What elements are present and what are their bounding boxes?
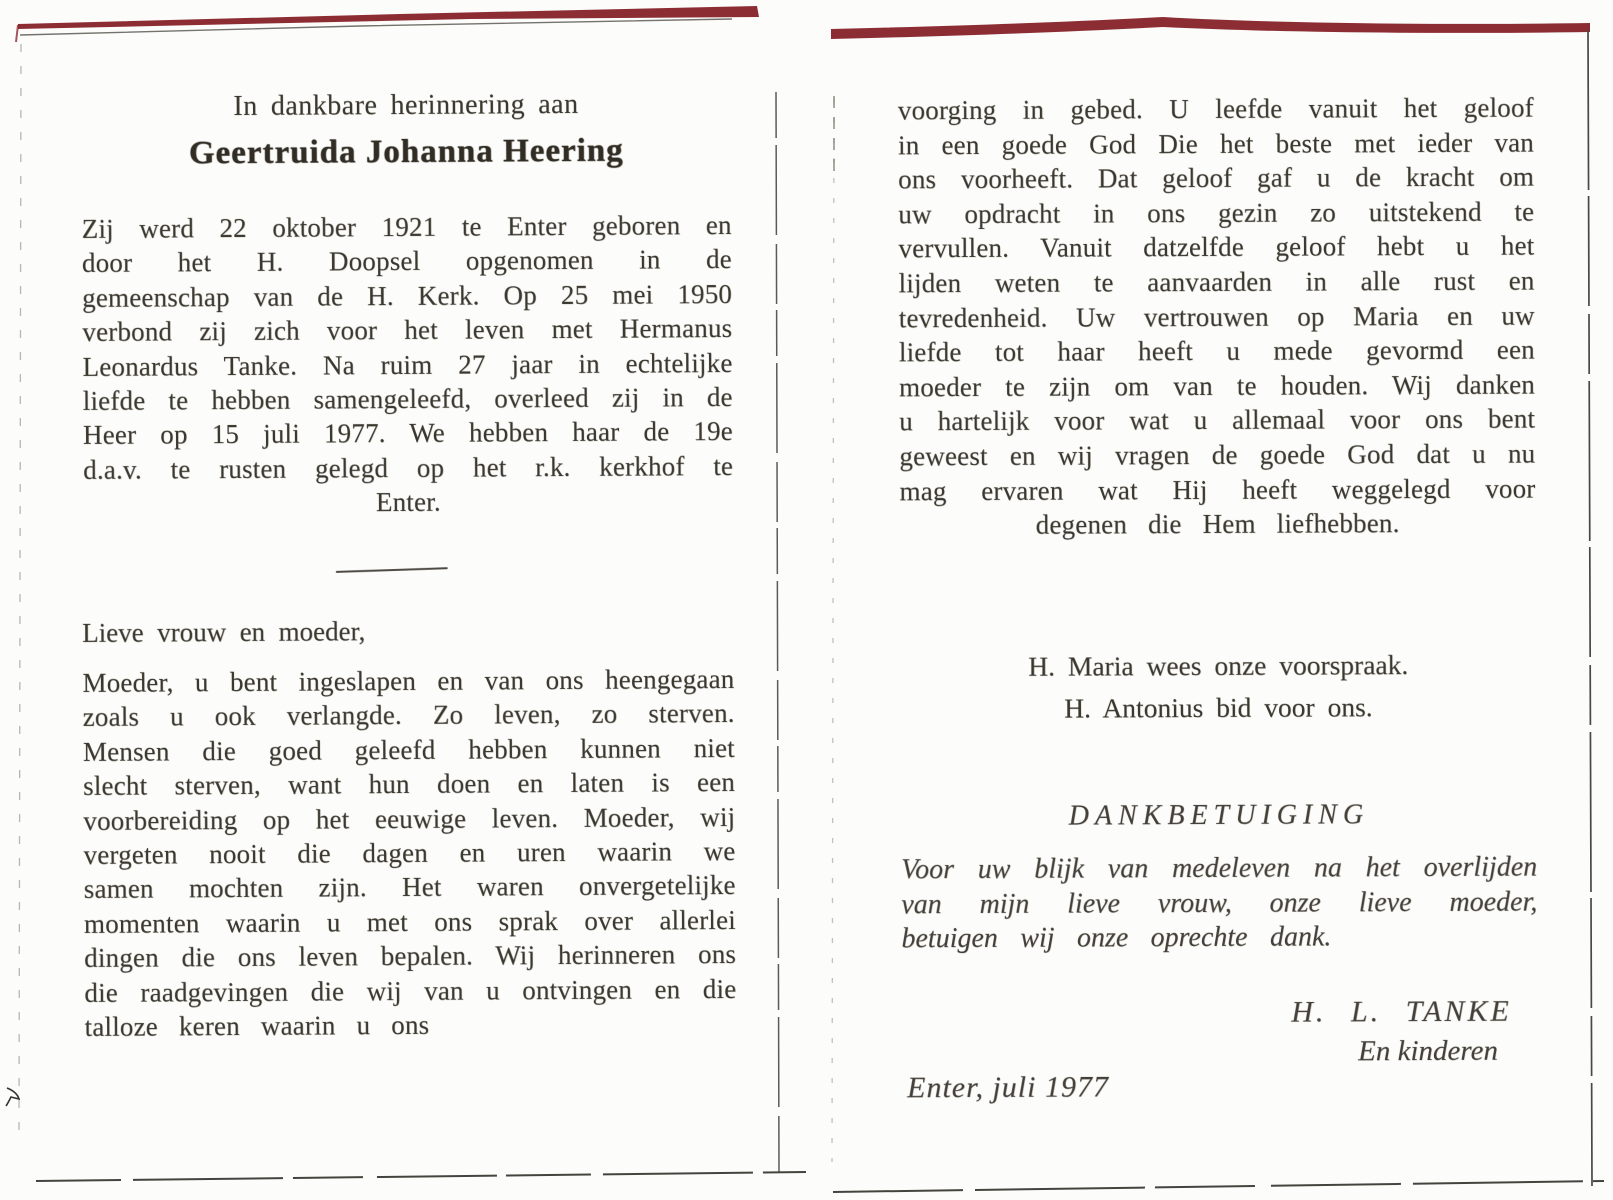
invocation-antonius: H. Antonius bid voor ons. (1064, 691, 1373, 724)
biography-paragraph: Zij werd 22 oktober 1921 te Enter geboren en door het H. Doopsel opgenomen in de gemeenschap van de H. Kerk. Op 25 mei 1950 verbond zij zich voor het leven met Hermanus Leonardus Tanke. Na ruim 27 jaar in echtelijke liefde te hebben samengeleefd, overleed zij in de Heer op 15 juli 1977. We hebben haar de 19e d.a.v. te rusten gelegd op het r.k. kerkhof te Enter. (81, 209, 734, 518)
invocation-maria: H. Maria wees onze voorspraak. (1028, 649, 1409, 682)
signature-children: En kinderen (1358, 1034, 1499, 1068)
memorial-header: In dankbare herinnering aan (233, 88, 579, 123)
continuation-paragraph: voorging in gebed. U leefde vanuit het geloof in een goede God Die het beste met ieder van ons voorheeft. Dat geloof gaf u de kracht om uw opdracht in ons gezin zo uitstekend te vervullen. Vanuit datzelfde geloof hebt u het lijden weten te aanvaarden in alle rust en tevredenheid. Uw vertrouwen op Maria en uw liefde tot haar heeft u mede gevormd een moeder te zijn om van te houden. Wij danken u hartelijk voor wat u allemaal voor ons bent geweest en wij vragen de goede God dat u nu mag ervaren wat Hij heeft weggelegd voor degenen die Hem liefhebben. (897, 92, 1536, 540)
salutation: Lieve vrouw en moeder, (82, 616, 366, 648)
deceased-name: Geertruida Johanna Heering (188, 132, 624, 172)
acknowledgement-title: DANKBETUIGING (1068, 799, 1370, 832)
place-and-date: Enter, juli 1977 (907, 1070, 1110, 1105)
acknowledgement-paragraph: Voor uw blijk van medeleven na het overlijden van mijn lieve vrouw, onze lieve moeder, betuigen wij onze oprechte dank. (901, 851, 1538, 955)
signature-name: H. L. TANKE (1291, 994, 1512, 1029)
memorial-paragraph: Moeder, u bent ingeslapen en van ons heengegaan zoals u ook verlangde. Zo leven, zo sterven. Mensen die goed geleefd hebben kunnen niet slecht sterven, want hun doen en laten is een voorbereiding op het eeuwige leven. Moeder, wij vergeten nooit die dagen en uren waarin we samen mochten zijn. Het waren onvergetelijke momenten waarin u met ons sprak over allerlei dingen die ons leven bepalen. Wij herinneren ons die raadgevingen die wij van u ontvingen en die talloze keren waarin u ons (82, 663, 737, 1042)
